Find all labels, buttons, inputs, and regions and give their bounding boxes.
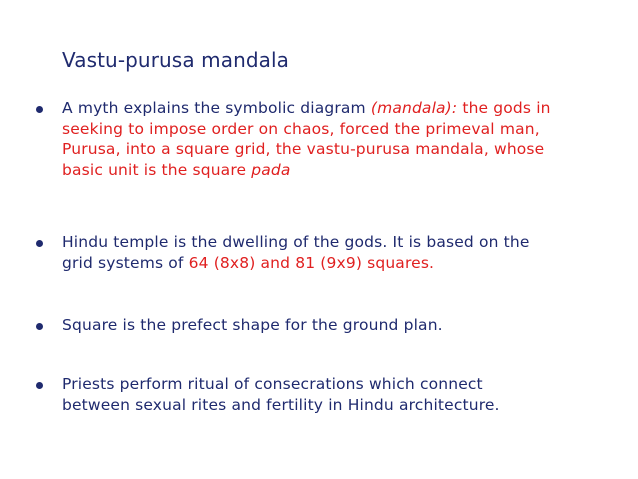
bullet-line: Hindu temple is the dwelling of the gods. It is based on the	[62, 233, 530, 251]
highlight-text: the gods in	[457, 99, 551, 117]
bullet-line: between sexual rites and fertility in Hindu architecture.	[62, 395, 500, 414]
bullet-line	[62, 160, 602, 181]
bullet-dot-icon	[36, 323, 43, 330]
bullet-line: Square is the prefect shape for the ground plan.	[62, 316, 443, 334]
bullet-text	[62, 232, 602, 273]
bullet-line: Priests perform ritual of consecrations which connect	[62, 375, 483, 393]
slide-title: Vastu-purusa mandala	[62, 48, 290, 72]
bullet-text	[62, 98, 602, 180]
bullet-line: Purusa, into a square grid, the vastu-purusa mandala, whose	[62, 140, 545, 158]
highlight-text: pada	[251, 160, 291, 179]
bullet-dot-icon	[36, 240, 43, 247]
bullet-dot-icon	[36, 106, 43, 113]
bullet-text	[62, 315, 602, 336]
text-run: A myth explains the symbolic diagram	[62, 99, 371, 117]
bullet-line	[62, 98, 602, 119]
bullet-text	[62, 374, 602, 415]
bullet-line: seeking to impose order on chaos, forced the primeval man,	[62, 119, 540, 138]
highlight-text: basic unit is the square	[62, 160, 252, 179]
bullet-dot-icon	[36, 382, 43, 389]
text-run: grid systems of	[62, 253, 189, 272]
highlight-text: 64 (8x8) and 81 (9x9) squares.	[188, 253, 435, 272]
highlight-text: (mandala):	[370, 99, 458, 117]
bullet-line	[62, 253, 602, 274]
